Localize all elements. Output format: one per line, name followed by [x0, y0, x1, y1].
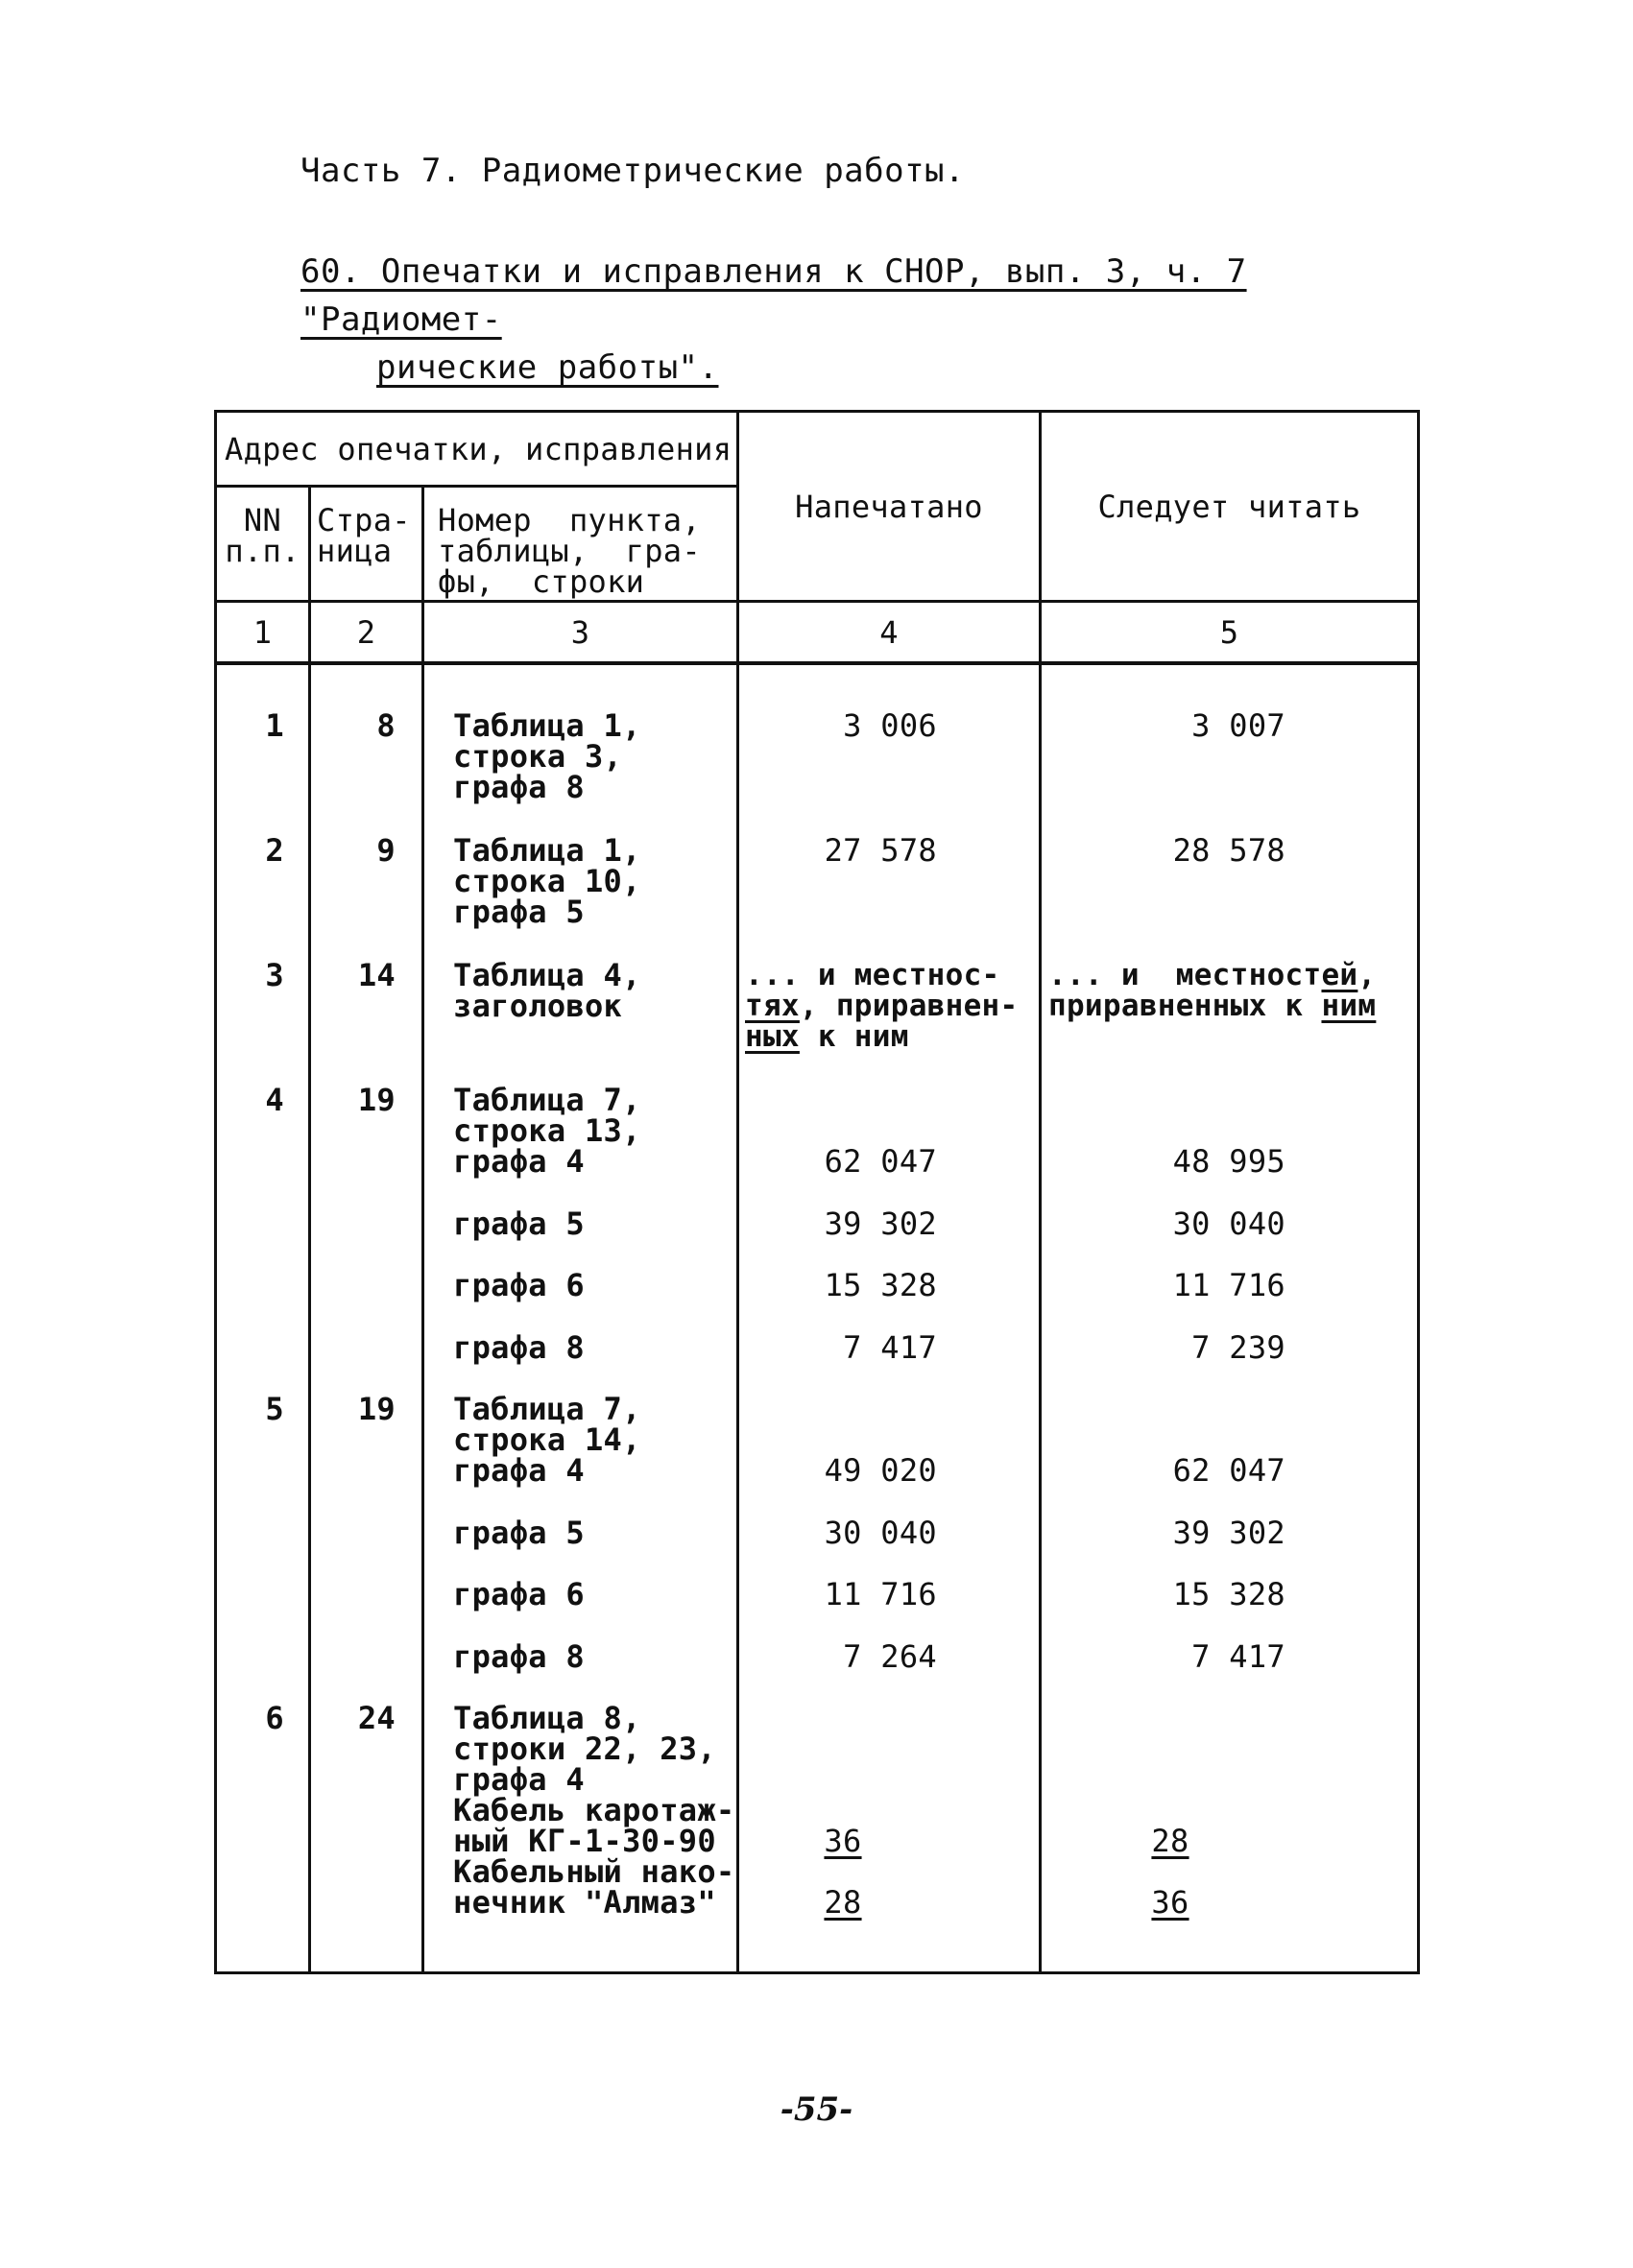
row-3-read-line-1: ... и местност — [1048, 958, 1322, 992]
row-2-page: 9 — [376, 832, 396, 869]
row-5d-printed: 7 264 — [843, 1638, 937, 1675]
row-6-page: 24 — [357, 1700, 396, 1736]
row-3-printed-line-1: ... и местнос- — [745, 958, 1000, 992]
row-4-page: 19 — [357, 1082, 396, 1118]
header-printed: Напечатано — [795, 489, 983, 525]
row-2-item: Таблица 1, строка 10, графа 5 — [453, 832, 641, 930]
row-3-printed-line-2: , приравнен- — [799, 989, 1019, 1023]
row-2-read: 28 578 — [1172, 832, 1285, 869]
group-header: Адрес опечатки, исправления — [225, 431, 732, 467]
row-4d-printed: 7 417 — [843, 1329, 937, 1366]
row-5c-printed: 11 716 — [824, 1576, 937, 1612]
header-bottom-line — [217, 600, 1417, 603]
row-5-nn: 5 — [265, 1391, 284, 1427]
page-number: -55- — [780, 2090, 853, 2129]
row-4c-printed: 15 328 — [824, 1267, 937, 1303]
row-3-printed — [745, 960, 1018, 1052]
header-read: Следует читать — [1097, 489, 1361, 525]
header-page: Стра- ница — [317, 502, 411, 569]
col-num-2: 2 — [356, 614, 376, 651]
row-5c-read: 15 328 — [1172, 1576, 1285, 1612]
row-4b-item: графа 5 — [453, 1206, 585, 1242]
row-3-read-line-2: приравненных к — [1048, 989, 1322, 1023]
row-5b-item: графа 5 — [453, 1515, 585, 1551]
row-6-read-b: 36 — [1151, 1884, 1189, 1921]
row-3-nn: 3 — [265, 957, 284, 993]
row-5-read: 62 047 — [1172, 1452, 1285, 1489]
section-title — [300, 248, 1433, 392]
col-num-1: 1 — [252, 614, 273, 651]
row-4d-read: 7 239 — [1191, 1329, 1285, 1366]
row-6-nn: 6 — [265, 1700, 284, 1736]
header-nn: NN п.п. — [225, 502, 300, 569]
number-row-bottom-line — [217, 661, 1417, 665]
row-6-printed-a: 36 — [824, 1823, 862, 1859]
row-3-read-underlined-2: ним — [1321, 989, 1377, 1023]
col-num-5: 5 — [1219, 614, 1239, 651]
row-2-nn: 2 — [265, 832, 284, 869]
row-4c-item: графа 6 — [453, 1267, 585, 1303]
col-num-3: 3 — [570, 614, 590, 651]
row-4-nn: 4 — [265, 1082, 284, 1118]
row-3-printed-underlined-1: тях — [745, 989, 800, 1023]
row-4d-item: графа 8 — [453, 1329, 585, 1366]
row-1-printed: 3 006 — [843, 707, 937, 744]
row-5d-read: 7 417 — [1191, 1638, 1285, 1675]
row-5-item: Таблица 7, строка 14, графа 4 — [453, 1391, 641, 1489]
row-1-page: 8 — [376, 707, 396, 744]
col-num-4: 4 — [879, 614, 899, 651]
row-3-item: Таблица 4, заголовок — [453, 957, 641, 1024]
row-3-printed-line-3: к ним — [799, 1019, 909, 1054]
row-5-page: 19 — [357, 1391, 396, 1427]
row-5c-item: графа 6 — [453, 1576, 585, 1612]
row-4-item: Таблица 7, строка 13, графа 4 — [453, 1082, 641, 1180]
row-4b-read: 30 040 — [1172, 1206, 1285, 1242]
section-title-line-1: 60. Опечатки и исправления к СНОР, вып. 3, ч. 7 "Радиомет- — [300, 252, 1247, 339]
row-1-nn: 1 — [265, 707, 284, 744]
row-6-item: Таблица 8, строки 22, 23, графа 4 Кабель каротаж- ный КГ-1-30-90 Кабельный нако- нечник "Алмаз" — [453, 1700, 735, 1921]
row-3-page: 14 — [357, 957, 396, 993]
row-4-printed: 62 047 — [824, 1143, 937, 1180]
row-4-read: 48 995 — [1172, 1143, 1285, 1180]
row-4b-printed: 39 302 — [824, 1206, 937, 1242]
header-item: Номер пункта, таблицы, гра- фы, строки — [438, 502, 701, 600]
row-3-read-comma: , — [1357, 958, 1377, 992]
row-3-read — [1048, 960, 1376, 1021]
group-header-divider — [217, 485, 739, 488]
row-1-item: Таблица 1, строка 3, графа 8 — [453, 707, 641, 805]
row-5-printed: 49 020 — [824, 1452, 937, 1489]
row-3-printed-underlined-2: ных — [745, 1019, 800, 1054]
row-2-printed: 27 578 — [824, 832, 937, 869]
row-5d-item: графа 8 — [453, 1638, 585, 1675]
row-1-read: 3 007 — [1191, 707, 1285, 744]
row-5b-printed: 30 040 — [824, 1515, 937, 1551]
section-title-line-2: рические работы". — [376, 348, 719, 387]
row-4c-read: 11 716 — [1172, 1267, 1285, 1303]
row-6-printed-b: 28 — [824, 1884, 862, 1921]
row-5b-read: 39 302 — [1172, 1515, 1285, 1551]
row-3-read-underlined-1: ей — [1321, 958, 1358, 992]
errata-table — [214, 410, 1420, 1974]
part-title: Часть 7. Радиометрические работы. — [300, 152, 966, 190]
col-divider-2-3 — [421, 488, 424, 1971]
row-6-read-a: 28 — [1151, 1823, 1189, 1859]
